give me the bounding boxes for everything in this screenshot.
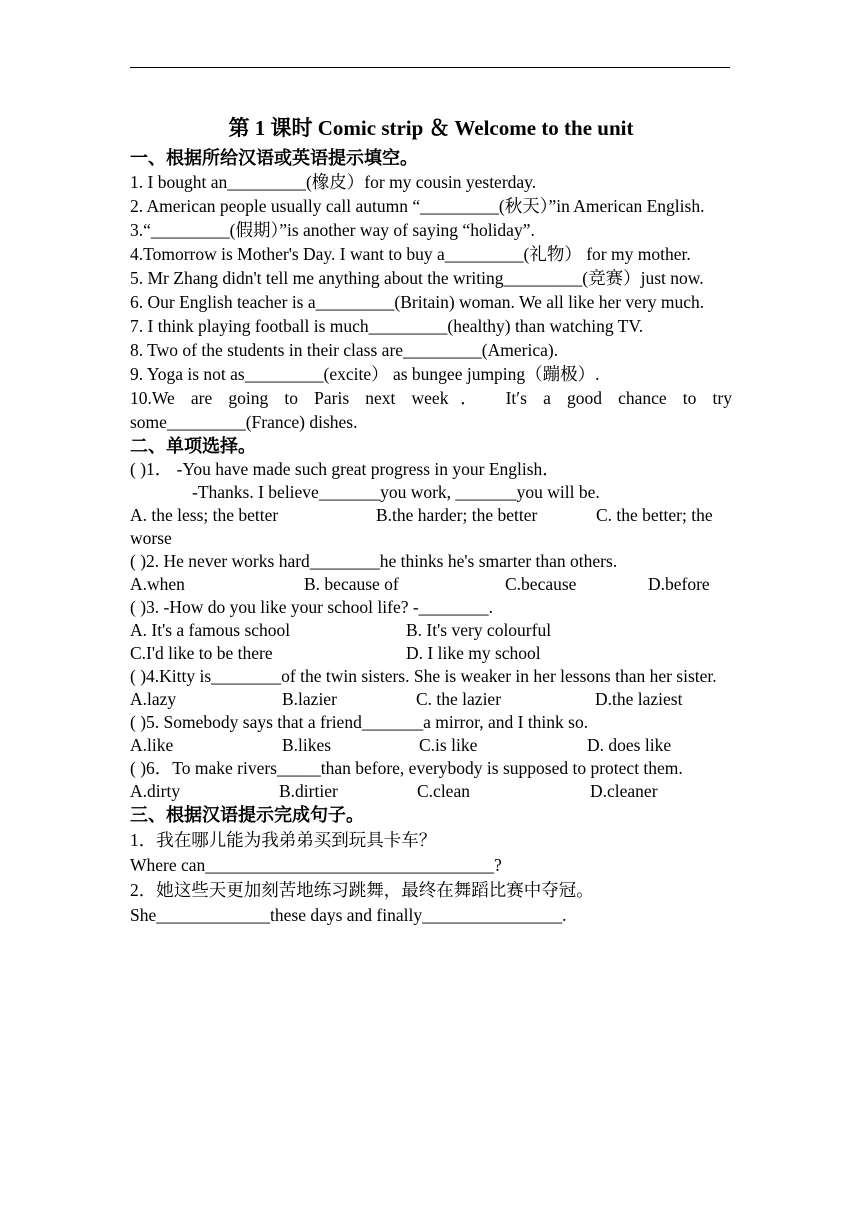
question-3-stem: ( )3. -How do you like your school life? -________. (130, 597, 494, 617)
option-a: A.lazy (130, 689, 177, 709)
header-rule (130, 67, 730, 68)
option-b: B.lazier (282, 689, 337, 709)
option-d: D.the laziest (595, 689, 683, 709)
option-c: C.clean (417, 781, 470, 801)
question-6-options (130, 780, 732, 803)
fill-item: 10.We are going to Paris next week． It′s a good chance to try some_________(France) dishes. (130, 388, 732, 432)
section1-heading: 一、根据所给汉语或英语提示填空。 (130, 148, 418, 168)
question-3-options-row2 (130, 642, 732, 665)
question-6-stem: ( )6．To make rivers_____than before, everybody is supposed to protect them. (130, 758, 683, 778)
option-b: B.the harder; the better (376, 505, 538, 525)
fill-item: 8. Two of the students in their class are_________(America). (130, 340, 559, 360)
option-c: C. the lazier (416, 689, 502, 709)
option-b: B.dirtier (279, 781, 338, 801)
question-5-stem: ( )5. Somebody says that a friend_______a mirror, and I think so. (130, 712, 589, 732)
option-b: B. because of (304, 574, 399, 594)
option-c: C. the better; the worse (130, 505, 713, 548)
fill-item: 7. I think playing football is much_________(healthy) than watching TV. (130, 316, 644, 336)
option-c: C.because (505, 574, 577, 594)
section2-heading: 二、单项选择。 (130, 436, 256, 456)
option-a: A. It's a famous school (130, 620, 291, 640)
question-2-options (130, 573, 732, 596)
option-d: D.cleaner (590, 781, 658, 801)
option-c: C.I'd like to be there (130, 643, 273, 663)
translation-item-en: Where can_________________________________? (130, 855, 502, 875)
question-1-stem-reply: -Thanks. I believe_______you work, _______you will be. (192, 482, 600, 502)
fill-item: 1. I bought an_________(橡皮）for my cousin yesterday. (130, 172, 537, 192)
section3-heading: 三、根据汉语提示完成句子。 (130, 805, 364, 825)
worksheet (130, 113, 732, 927)
option-d: D. I like my school (406, 643, 541, 663)
question-1-stem: ( )1． -You have made such great progress in your English． (130, 459, 560, 479)
option-d: D. does like (587, 735, 672, 755)
page-title: 第 1 课时 Comic strip ＆ Welcome to the unit (228, 116, 634, 140)
fill-item: 6. Our English teacher is a_________(Britain) woman. We all like her very much. (130, 292, 705, 312)
fill-item: 4.Tomorrow is Mother's Day. I want to buy a_________(礼物） for my mother. (130, 244, 691, 264)
option-a: A.dirty (130, 781, 181, 801)
question-3-options-row1 (130, 619, 732, 642)
option-b: B. It's very colourful (406, 620, 552, 640)
question-2-stem: ( )2. He never works hard________he thinks he's smarter than others. (130, 551, 618, 571)
option-d: D.before (648, 574, 710, 594)
option-c: C.is like (419, 735, 478, 755)
option-a: A. the less; the better (130, 505, 279, 525)
option-a: A.like (130, 735, 174, 755)
fill-item: 2. American people usually call autumn “_________(秋天）”in American English. (130, 196, 705, 216)
question-4-options (130, 688, 732, 711)
question-1-options (130, 504, 732, 550)
fill-item: 9. Yoga is not as_________(excite） as bungee jumping（蹦极）. (130, 364, 600, 384)
option-b: B.likes (282, 735, 332, 755)
fill-item: 5. Mr Zhang didn't tell me anything about the writing_________(竞赛）just now. (130, 268, 704, 288)
fill-item: 3.“_________(假期）”is another way of saying “holiday”. (130, 220, 535, 240)
translation-item-cn: 2．她这些天更加刻苦地练习跳舞，最终在舞蹈比赛中夺冠。 (130, 880, 594, 900)
translation-item-cn: 1．我在哪儿能为我弟弟买到玩具卡车？ (130, 830, 437, 850)
question-4-stem: ( )4.Kitty is________of the twin sisters. She is weaker in her lessons than her sister. (130, 666, 717, 686)
translation-item-en: She_____________these days and finally________________. (130, 905, 567, 925)
option-a: A.when (130, 574, 185, 594)
question-5-options (130, 734, 732, 757)
